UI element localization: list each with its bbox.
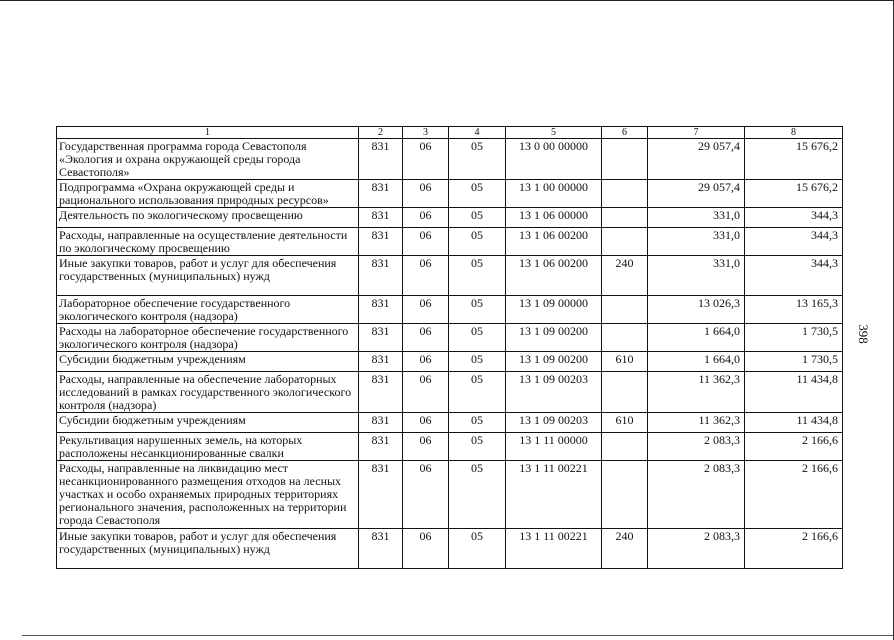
row-section-cell: 06 xyxy=(403,324,449,352)
row-admin-code-cell: 831 xyxy=(359,228,403,256)
row-admin-code-cell: 831 xyxy=(359,461,403,529)
row-target-article-cell: 13 1 09 00203 xyxy=(506,413,602,433)
row-amount-year1-cell: 2 083,3 xyxy=(648,433,745,461)
header-cell: 6 xyxy=(602,127,648,139)
scan-bottom-border xyxy=(22,635,894,636)
row-amount-year1-cell: 331,0 xyxy=(648,208,745,228)
table-row xyxy=(57,180,843,208)
row-section-cell: 06 xyxy=(403,413,449,433)
row-subsection-cell: 05 xyxy=(449,180,506,208)
row-admin-code-cell: 831 xyxy=(359,296,403,324)
row-target-article-cell: 13 1 06 00000 xyxy=(506,208,602,228)
row-admin-code-cell: 831 xyxy=(359,208,403,228)
header-cell: 8 xyxy=(745,127,843,139)
table-row xyxy=(57,139,843,180)
row-name-cell: Государственная программа города Севастополя «Экология и охрана окружающей среды города Севастополя» xyxy=(57,139,359,180)
row-target-article-cell: 13 1 06 00200 xyxy=(506,228,602,256)
row-admin-code-cell: 831 xyxy=(359,324,403,352)
row-section-cell: 06 xyxy=(403,256,449,296)
table-row xyxy=(57,413,843,433)
row-target-article-cell: 13 0 00 00000 xyxy=(506,139,602,180)
table-row xyxy=(57,352,843,372)
row-target-article-cell: 13 1 11 00221 xyxy=(506,529,602,569)
row-target-article-cell: 13 1 11 00000 xyxy=(506,433,602,461)
row-name-cell: Рекультивация нарушенных земель, на которых расположены несанкционированные свалки xyxy=(57,433,359,461)
row-target-article-cell: 13 1 09 00203 xyxy=(506,372,602,413)
row-subsection-cell: 05 xyxy=(449,529,506,569)
row-name-cell: Расходы, направленные на осуществление деятельности по экологическому просвещению xyxy=(57,228,359,256)
row-section-cell: 06 xyxy=(403,372,449,413)
row-amount-year2-cell: 1 730,5 xyxy=(745,352,843,372)
header-cell: 1 xyxy=(57,127,359,139)
row-section-cell: 06 xyxy=(403,208,449,228)
table-row xyxy=(57,324,843,352)
table-row xyxy=(57,296,843,324)
row-subsection-cell: 05 xyxy=(449,296,506,324)
row-section-cell: 06 xyxy=(403,296,449,324)
row-admin-code-cell: 831 xyxy=(359,433,403,461)
row-admin-code-cell: 831 xyxy=(359,256,403,296)
row-name-cell: Деятельность по экологическому просвещению xyxy=(57,208,359,228)
table-row xyxy=(57,433,843,461)
row-expense-type-cell xyxy=(602,180,648,208)
header-cell: 2 xyxy=(359,127,403,139)
row-name-cell: Иные закупки товаров, работ и услуг для обеспечения государственных (муниципальных) нужд xyxy=(57,256,359,296)
row-name-cell: Лабораторное обеспечение государственного экологического контроля (надзора) xyxy=(57,296,359,324)
table-row xyxy=(57,529,843,569)
row-subsection-cell: 05 xyxy=(449,139,506,180)
row-target-article-cell: 13 1 11 00221 xyxy=(506,461,602,529)
row-expense-type-cell: 610 xyxy=(602,352,648,372)
row-subsection-cell: 05 xyxy=(449,433,506,461)
table-row xyxy=(57,208,843,228)
row-amount-year2-cell: 2 166,6 xyxy=(745,461,843,529)
row-expense-type-cell xyxy=(602,208,648,228)
row-subsection-cell: 05 xyxy=(449,324,506,352)
row-amount-year1-cell: 29 057,4 xyxy=(648,139,745,180)
row-subsection-cell: 05 xyxy=(449,228,506,256)
row-subsection-cell: 05 xyxy=(449,352,506,372)
row-amount-year2-cell: 2 166,6 xyxy=(745,529,843,569)
table-row xyxy=(57,372,843,413)
row-target-article-cell: 13 1 09 00200 xyxy=(506,324,602,352)
page-number: 398 xyxy=(856,324,871,344)
row-section-cell: 06 xyxy=(403,228,449,256)
row-expense-type-cell: 610 xyxy=(602,413,648,433)
table-row xyxy=(57,461,843,529)
row-expense-type-cell xyxy=(602,324,648,352)
row-expense-type-cell: 240 xyxy=(602,256,648,296)
row-amount-year1-cell: 11 362,3 xyxy=(648,413,745,433)
row-amount-year2-cell: 11 434,8 xyxy=(745,372,843,413)
row-name-cell: Иные закупки товаров, работ и услуг для обеспечения государственных (муниципальных) нужд xyxy=(57,529,359,569)
table-row xyxy=(57,228,843,256)
row-amount-year1-cell: 331,0 xyxy=(648,256,745,296)
row-expense-type-cell: 240 xyxy=(602,529,648,569)
row-amount-year1-cell: 1 664,0 xyxy=(648,324,745,352)
row-amount-year2-cell: 344,3 xyxy=(745,228,843,256)
row-target-article-cell: 13 1 00 00000 xyxy=(506,180,602,208)
row-target-article-cell: 13 1 09 00200 xyxy=(506,352,602,372)
row-amount-year2-cell: 344,3 xyxy=(745,208,843,228)
row-amount-year2-cell: 15 676,2 xyxy=(745,139,843,180)
row-admin-code-cell: 831 xyxy=(359,372,403,413)
scan-top-border xyxy=(0,0,894,1)
row-subsection-cell: 05 xyxy=(449,413,506,433)
row-amount-year1-cell: 2 083,3 xyxy=(648,529,745,569)
row-expense-type-cell xyxy=(602,296,648,324)
row-section-cell: 06 xyxy=(403,529,449,569)
row-amount-year2-cell: 11 434,8 xyxy=(745,413,843,433)
row-name-cell: Расходы, направленные на ликвидацию мест несанкционированного размещения отходов на лесных участках и особо охраняемых природных территориях регионального значения, расположенных на территории города Севастополя xyxy=(57,461,359,529)
row-expense-type-cell xyxy=(602,433,648,461)
row-section-cell: 06 xyxy=(403,180,449,208)
row-amount-year2-cell: 2 166,6 xyxy=(745,433,843,461)
row-amount-year2-cell: 344,3 xyxy=(745,256,843,296)
row-amount-year2-cell: 13 165,3 xyxy=(745,296,843,324)
row-amount-year2-cell: 15 676,2 xyxy=(745,180,843,208)
row-expense-type-cell xyxy=(602,228,648,256)
row-subsection-cell: 05 xyxy=(449,208,506,228)
header-cell: 7 xyxy=(648,127,745,139)
row-section-cell: 06 xyxy=(403,352,449,372)
row-target-article-cell: 13 1 06 00200 xyxy=(506,256,602,296)
row-expense-type-cell xyxy=(602,139,648,180)
row-target-article-cell: 13 1 09 00000 xyxy=(506,296,602,324)
row-amount-year1-cell: 13 026,3 xyxy=(648,296,745,324)
row-name-cell: Субсидии бюджетным учреждениям xyxy=(57,413,359,433)
row-name-cell: Расходы на лабораторное обеспечение государственного экологического контроля (надзора) xyxy=(57,324,359,352)
header-cell: 3 xyxy=(403,127,449,139)
row-expense-type-cell xyxy=(602,372,648,413)
table-row xyxy=(57,256,843,296)
row-subsection-cell: 05 xyxy=(449,372,506,413)
row-amount-year1-cell: 11 362,3 xyxy=(648,372,745,413)
row-admin-code-cell: 831 xyxy=(359,413,403,433)
row-name-cell: Подпрограмма «Охрана окружающей среды и рационального использования природных ресурсов» xyxy=(57,180,359,208)
row-amount-year2-cell: 1 730,5 xyxy=(745,324,843,352)
row-name-cell: Субсидии бюджетным учреждениям xyxy=(57,352,359,372)
header-cell: 5 xyxy=(506,127,602,139)
row-amount-year1-cell: 1 664,0 xyxy=(648,352,745,372)
row-amount-year1-cell: 2 083,3 xyxy=(648,461,745,529)
row-name-cell: Расходы, направленные на обеспечение лабораторных исследований в рамках государственного экологического контроля (надзора) xyxy=(57,372,359,413)
header-cell: 4 xyxy=(449,127,506,139)
budget-table xyxy=(56,126,843,569)
row-amount-year1-cell: 331,0 xyxy=(648,228,745,256)
row-amount-year1-cell: 29 057,4 xyxy=(648,180,745,208)
row-section-cell: 06 xyxy=(403,461,449,529)
row-admin-code-cell: 831 xyxy=(359,529,403,569)
row-expense-type-cell xyxy=(602,461,648,529)
row-section-cell: 06 xyxy=(403,139,449,180)
row-admin-code-cell: 831 xyxy=(359,352,403,372)
row-subsection-cell: 05 xyxy=(449,461,506,529)
table-header-row xyxy=(57,127,843,139)
row-admin-code-cell: 831 xyxy=(359,139,403,180)
row-subsection-cell: 05 xyxy=(449,256,506,296)
row-admin-code-cell: 831 xyxy=(359,180,403,208)
row-section-cell: 06 xyxy=(403,433,449,461)
